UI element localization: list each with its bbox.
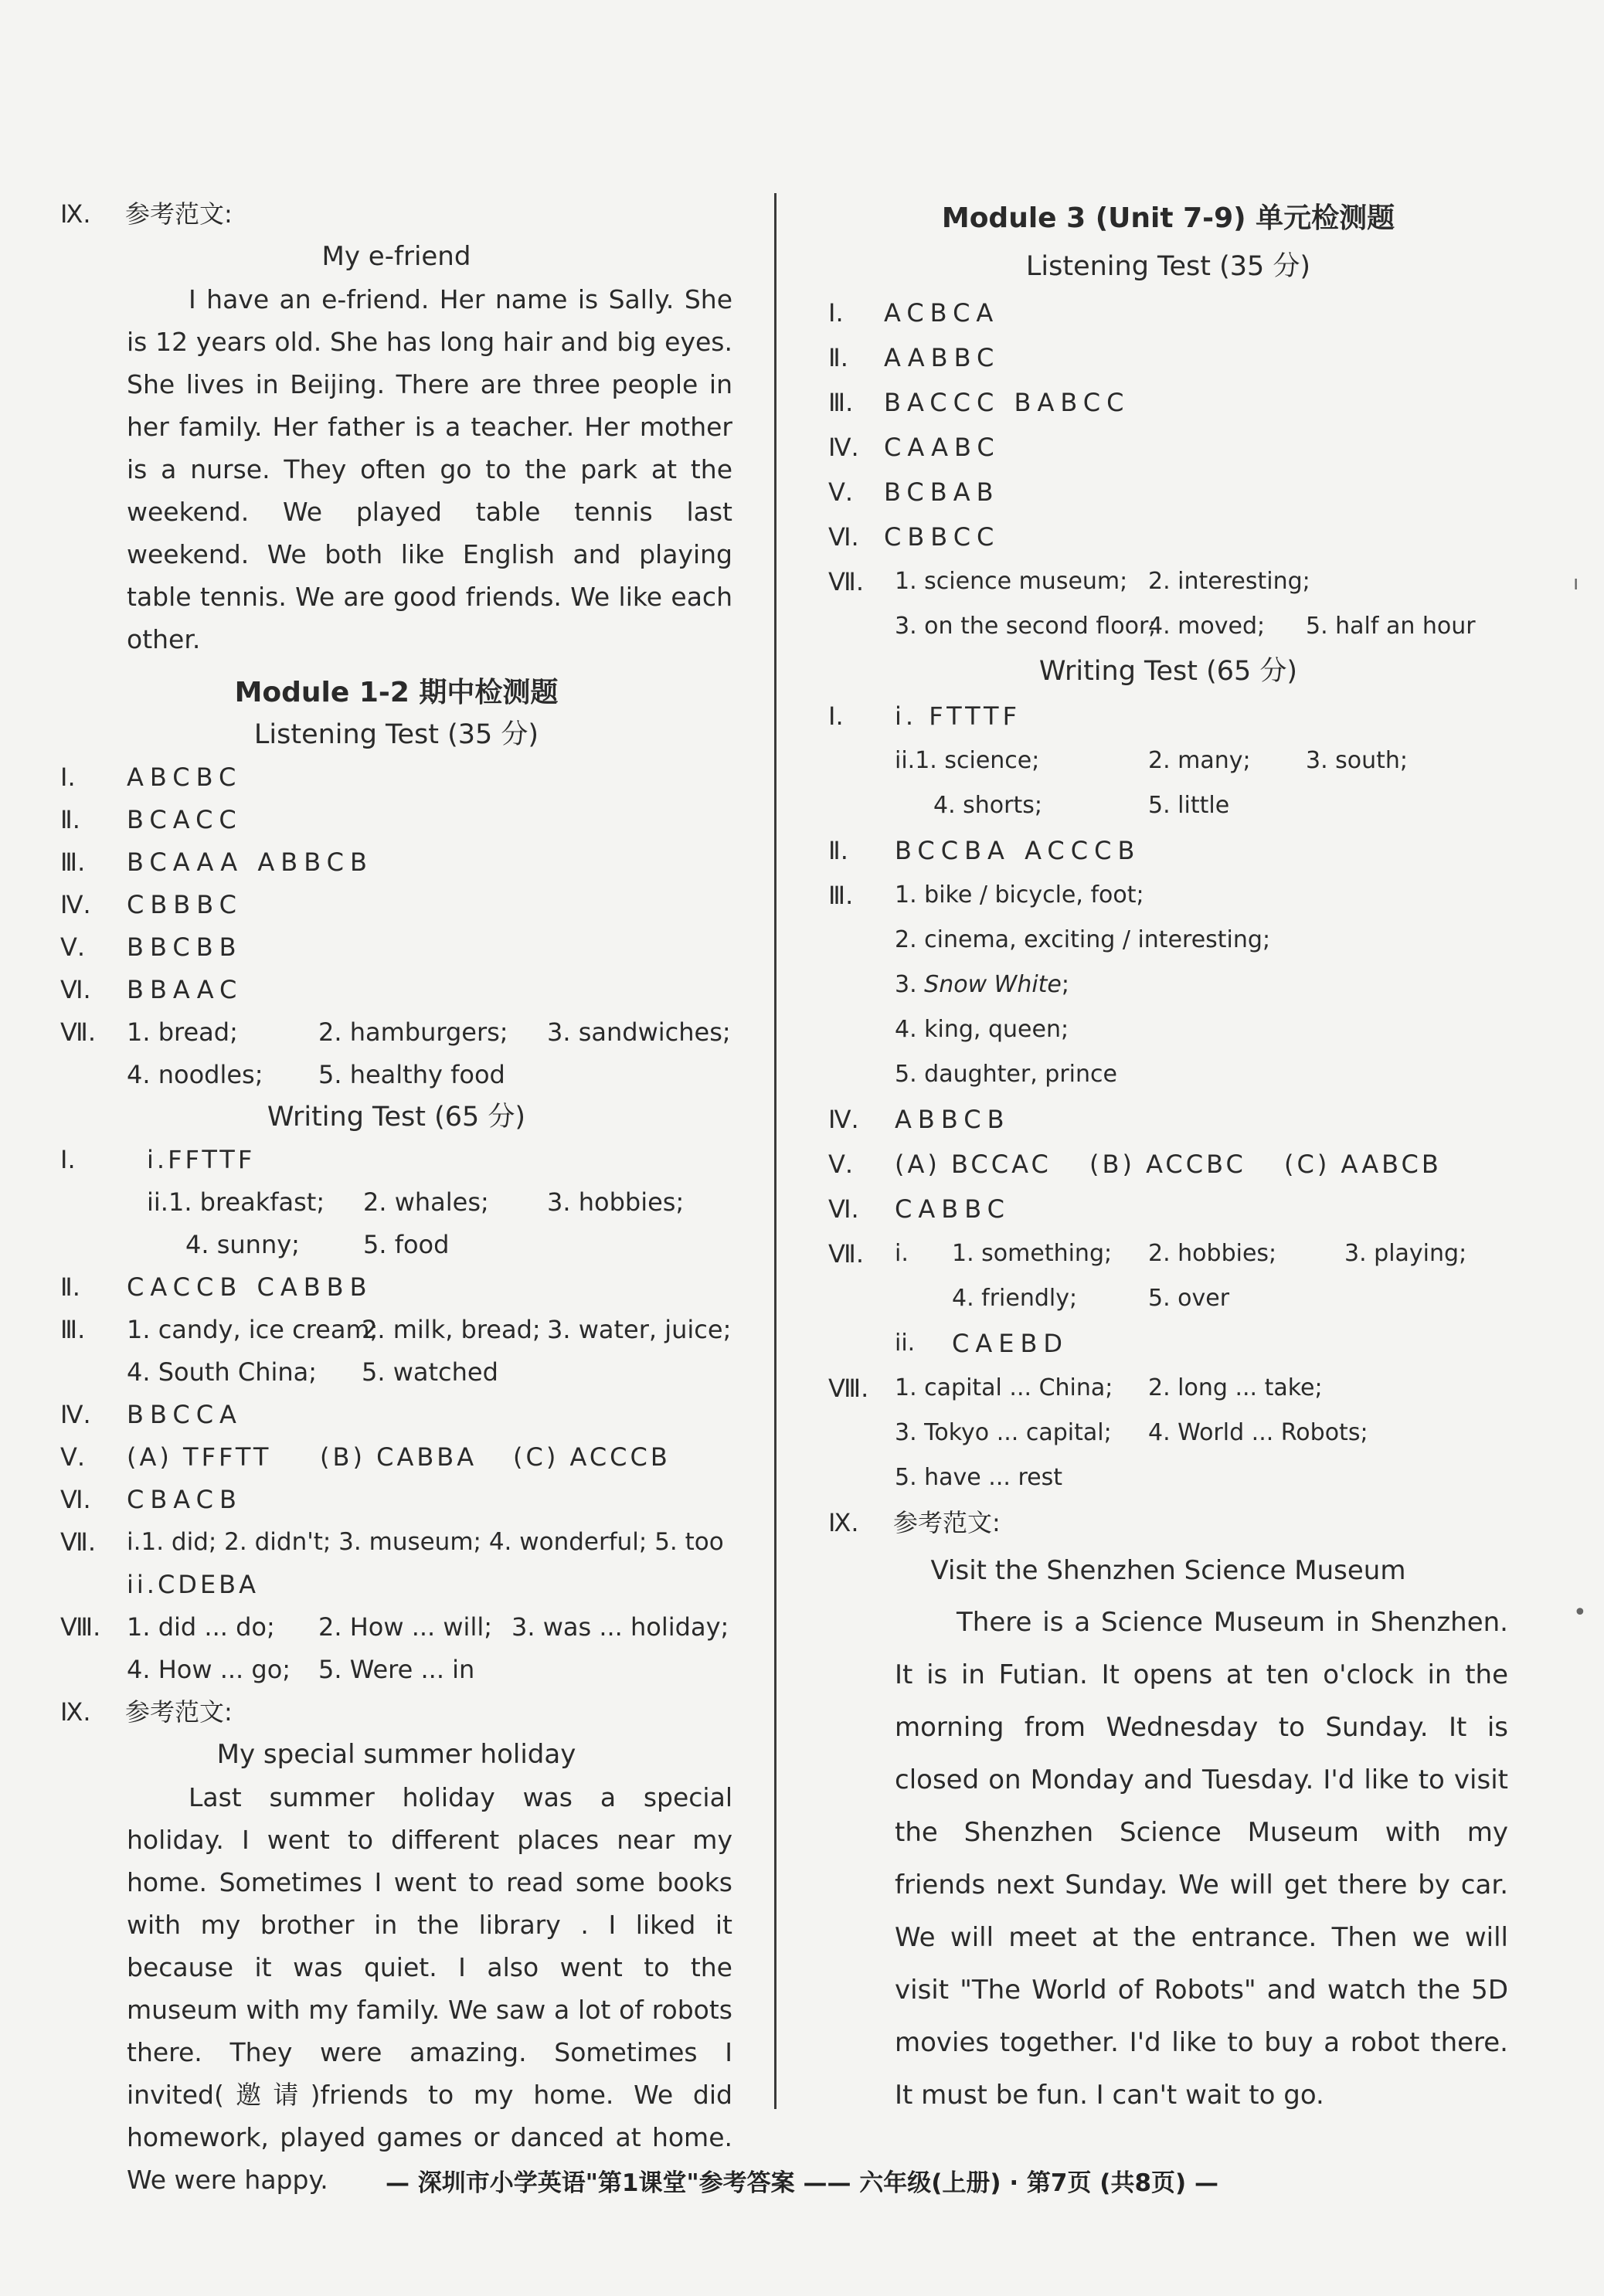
question-number: Ⅱ.: [60, 805, 80, 834]
answer-item: BBCBB: [127, 932, 243, 962]
question-number: Ⅳ.: [60, 890, 91, 919]
answer-item: 4. How ... go;: [127, 1655, 291, 1684]
answer-item: CBACB: [127, 1485, 243, 1514]
answer-item: 4. moved;: [1148, 613, 1266, 640]
section-title: 参考范文:: [125, 199, 233, 229]
listening-answers: [60, 756, 732, 1011]
answer-row: [828, 425, 1508, 470]
answer-row: [60, 1649, 732, 1691]
answer-row: [60, 1479, 732, 1521]
section-heading: [60, 1691, 732, 1734]
answer-item: 5. watched: [362, 1357, 498, 1387]
answer-item: 2. interesting;: [1148, 568, 1310, 595]
answer-item: 4. king, queen;: [895, 1016, 1069, 1043]
answer-item: i.FFTTF: [147, 1145, 256, 1174]
answer-row: [828, 694, 1508, 739]
question-number: Ⅴ.: [60, 932, 86, 962]
answer-row: [828, 918, 1508, 963]
answer-row: [828, 515, 1508, 559]
answer-row: [828, 1455, 1508, 1500]
answer-row: [60, 1394, 732, 1436]
answer-item: 3. sandwiches;: [547, 1017, 731, 1047]
answer-item: 4. World ... Robots;: [1148, 1419, 1368, 1446]
answer-item: 4. sunny;: [185, 1230, 300, 1259]
answer-item: 5. daughter, prince: [895, 1061, 1117, 1088]
left-column: [60, 193, 732, 2201]
question-number: Ⅵ.: [828, 1194, 859, 1224]
question-number: Ⅲ.: [828, 388, 854, 417]
answer-item: CAEBD: [952, 1329, 1069, 1358]
answer-item: 4. friendly;: [952, 1285, 1078, 1312]
essay-text: I have an e-friend. Her name is Sally. She is 12 years old. She has long hair and big eyes. She lives in Beijing. There are three people in her family. Her father is a teacher. Her mother is a nurse. They often go to the park at the weekend. We played table tennis last weekend. We both like English and playing table tennis. We are good friends. We like each other.: [127, 284, 732, 654]
answer-item: 1. science museum;: [895, 568, 1128, 595]
question-number: Ⅳ.: [828, 1105, 859, 1134]
answer-row: [828, 1142, 1508, 1187]
answer-row: [60, 1266, 732, 1309]
answer-item: 2. long ... take;: [1148, 1374, 1323, 1401]
answer-row: [60, 1606, 732, 1649]
answer-item: 4. noodles;: [127, 1060, 263, 1089]
section-heading: [60, 193, 732, 236]
item-punctuation: ;: [1061, 971, 1069, 998]
answer-row: [828, 1007, 1508, 1052]
module-title: Module 1-2 期中检测题: [234, 677, 559, 708]
answer-item: 2. whales;: [363, 1187, 489, 1217]
answer-row: [828, 1276, 1508, 1321]
right-column: [828, 195, 1508, 2121]
question-number: Ⅴ.: [828, 1150, 854, 1179]
essay-title: My special summer holiday: [216, 1739, 576, 1770]
answer-row: [60, 1139, 732, 1181]
answer-row: [828, 963, 1508, 1007]
answer-item: 2. cinema, exciting / interesting;: [895, 926, 1271, 953]
answer-item: CABBC: [895, 1194, 1011, 1224]
answer-item: 5. food: [363, 1230, 450, 1259]
listening-title: Listening Test (35 分): [1025, 251, 1311, 282]
scan-mark: •: [1573, 1599, 1587, 1626]
answer-item: (B) CABBA: [320, 1442, 477, 1472]
answer-item: (C) ACCCB: [513, 1442, 671, 1472]
essay-title: Visit the Shenzhen Science Museum: [930, 1555, 1406, 1586]
answer-item: 5. have ... rest: [895, 1464, 1062, 1491]
answer-item: 4. South China;: [127, 1357, 318, 1387]
answer-item: [895, 963, 1069, 1007]
answer-item: i. FTTTF: [895, 701, 1021, 731]
answer-row: [828, 828, 1508, 873]
question-number: Ⅱ.: [828, 836, 848, 865]
answer-item: 1. bike / bicycle, foot;: [895, 881, 1144, 909]
question-number: Ⅶ.: [60, 1017, 96, 1047]
answer-row: [60, 884, 732, 926]
answer-item: 4. shorts;: [933, 792, 1042, 819]
answer-item: BACCC BABCC: [884, 388, 1130, 417]
section-number: Ⅸ.: [60, 199, 91, 229]
question-number: Ⅴ.: [60, 1442, 86, 1472]
listening-answers: [828, 290, 1508, 559]
answer-item: ACBCA: [884, 298, 1000, 328]
answer-item: 5. half an hour: [1306, 613, 1476, 640]
answer-row: [60, 1564, 732, 1606]
question-number: Ⅷ.: [828, 1374, 869, 1403]
answer-row: [828, 1097, 1508, 1142]
answer-item: (A) BCCAC: [895, 1150, 1052, 1179]
answer-row: [828, 1231, 1508, 1276]
question-number: Ⅲ.: [60, 1315, 86, 1344]
answer-item: 1. candy, ice cream;: [127, 1315, 379, 1344]
answer-item: 3. hobbies;: [547, 1187, 685, 1217]
question-number: Ⅰ.: [60, 1145, 76, 1174]
answer-row: [60, 1309, 732, 1351]
question-number: Ⅶ.: [828, 1239, 864, 1269]
answer-row: [60, 1011, 732, 1054]
answer-row: [828, 1187, 1508, 1231]
answer-item: 2. hamburgers;: [318, 1017, 508, 1047]
answer-item: CBBBC: [127, 890, 243, 919]
answer-row: [60, 756, 732, 799]
answer-item: AABBC: [884, 343, 1001, 372]
answer-item: BCACC: [127, 805, 243, 834]
answer-item: 3. playing;: [1344, 1240, 1467, 1267]
answer-row: [828, 380, 1508, 425]
item-number: 3.: [895, 971, 917, 998]
question-number: Ⅵ.: [60, 1485, 91, 1514]
answer-item: ii.: [895, 1330, 916, 1357]
answer-row: [828, 873, 1508, 918]
answer-item: 5. Were ... in: [318, 1655, 475, 1684]
question-number: Ⅳ.: [828, 433, 859, 462]
answer-row: [828, 1052, 1508, 1097]
question-number: Ⅰ.: [828, 701, 844, 731]
essay-title: My e-friend: [321, 241, 471, 272]
answer-row: [828, 1366, 1508, 1411]
answer-item: 5. over: [1148, 1285, 1230, 1312]
answer-item: BCAAA ABBCB: [127, 847, 373, 877]
section-number: Ⅸ.: [60, 1697, 91, 1727]
answer-item: ii.1. science;: [895, 747, 1040, 774]
answer-row: [828, 604, 1508, 649]
answer-item: BCCBA ACCCB: [895, 836, 1141, 865]
question-number: Ⅷ.: [60, 1612, 101, 1642]
answer-item: (A) TFFTT: [127, 1442, 272, 1472]
scan-mark: ı: [1573, 572, 1579, 595]
italic-title: Snow White: [924, 971, 1062, 998]
writing-title: Writing Test (65 分): [267, 1102, 526, 1133]
answer-row: [60, 1054, 732, 1096]
question-number: Ⅶ.: [60, 1527, 96, 1557]
answer-item: CBBCC: [884, 522, 1001, 552]
module-title: Module 3 (Unit 7-9) 单元检测题: [941, 202, 1395, 234]
answer-item: CACCB CABBB: [127, 1272, 373, 1302]
answer-item: 5. healthy food: [318, 1060, 505, 1089]
answer-row: [60, 1224, 732, 1266]
answer-row: [60, 1521, 732, 1564]
question-number: Ⅴ.: [828, 477, 854, 507]
answer-item: ii.CDEBA: [127, 1570, 259, 1599]
page-footer: — 深圳市小学英语"第1课堂"参考答案 —— 六年级(上册) · 第7页 (共8页) —: [385, 2169, 1218, 2197]
listening-title: Listening Test (35 分): [253, 719, 539, 750]
answer-row: [828, 559, 1508, 604]
question-number: Ⅱ.: [60, 1272, 80, 1302]
answer-item: i.1. did; 2. didn't; 3. museum; 4. wonderful; 5. too: [127, 1528, 724, 1556]
answer-row: [60, 969, 732, 1011]
answer-item: 3. south;: [1306, 747, 1409, 774]
answer-item: 1. did ... do;: [127, 1612, 275, 1642]
question-number: Ⅲ.: [60, 847, 86, 877]
answer-item: 5. little: [1148, 792, 1230, 819]
question-number: Ⅳ.: [60, 1400, 91, 1429]
answer-item: BBAAC: [127, 975, 243, 1004]
answer-row: [60, 799, 732, 841]
essay-text: There is a Science Museum in Shenzhen. It is in Futian. It opens at ten o'clock in the morning from Wednesday to Sunday. It is closed on Monday and Tuesday. I'd like to visit the Shenzhen Science Museum with my friends next Sunday. We will get there by car. We will meet at the entrance. Then we will visit "The World of Robots" and watch the 5D movies together. I'd like to buy a robot there. It must be fun. I can't wait to go.: [895, 1607, 1508, 2111]
answer-item: (B) ACCBC: [1089, 1150, 1246, 1179]
answer-item: BCBAB: [884, 477, 1000, 507]
answer-row: [828, 739, 1508, 783]
writing-title: Writing Test (65 分): [1038, 656, 1298, 687]
answer-row: [60, 1436, 732, 1479]
answer-row: [60, 1351, 732, 1394]
answer-item: 3. on the second floor;: [895, 613, 1157, 640]
answer-row: [828, 1411, 1508, 1455]
question-number: Ⅰ.: [828, 298, 844, 328]
answer-item: 1. bread;: [127, 1017, 238, 1047]
answer-item: 2. many;: [1148, 747, 1251, 774]
question-number: Ⅱ.: [828, 343, 848, 372]
answer-row: [828, 470, 1508, 515]
answer-item: i.: [895, 1240, 909, 1267]
question-number: Ⅰ.: [60, 763, 76, 792]
essay-text: Last summer holiday was a special holiday. I went to different places near my home. Sometimes I went to read some books with my brother in the library . I liked it because it was quiet. I also went to the museum with my family. We saw a lot of robots there. They were amazing. Sometimes I invited(邀请)friends to my home. We did homework, played games or danced at home. We were happy.: [127, 1782, 732, 2195]
answer-row: [828, 1321, 1508, 1366]
answer-row: [60, 926, 732, 969]
section-number: Ⅸ.: [828, 1508, 859, 1537]
question-number: Ⅶ.: [828, 567, 864, 596]
answer-item: 2. How ... will;: [318, 1612, 492, 1642]
answer-item: 3. Tokyo ... capital;: [895, 1419, 1112, 1446]
answer-item: 1. capital ... China;: [895, 1374, 1113, 1401]
answer-item: ABBCB: [895, 1105, 1011, 1134]
section-title: 参考范文:: [125, 1697, 233, 1727]
section-title: 参考范文:: [893, 1508, 1001, 1537]
question-number: Ⅵ.: [60, 975, 91, 1004]
question-number: Ⅵ.: [828, 522, 859, 552]
answer-item: BBCCA: [127, 1400, 243, 1429]
question-number: Ⅲ.: [828, 881, 854, 910]
answer-item: CAABC: [884, 433, 1001, 462]
answer-row: [828, 783, 1508, 828]
answer-item: ii.1. breakfast;: [147, 1187, 325, 1217]
answer-item: ABCBC: [127, 763, 243, 792]
section-heading: [828, 1500, 1508, 1545]
answer-row: [828, 290, 1508, 335]
answer-item: 2. milk, bread;: [362, 1315, 541, 1344]
answer-row: [60, 1181, 732, 1224]
answer-item: 3. water, juice;: [547, 1315, 732, 1344]
answer-item: 3. was ... holiday;: [511, 1612, 729, 1642]
answer-item: (C) AABCB: [1284, 1150, 1442, 1179]
answer-row: [60, 841, 732, 884]
column-divider: [774, 193, 777, 2109]
answer-item: 2. hobbies;: [1148, 1240, 1277, 1267]
answer-item: 1. something;: [952, 1240, 1113, 1267]
answer-row: [828, 335, 1508, 380]
